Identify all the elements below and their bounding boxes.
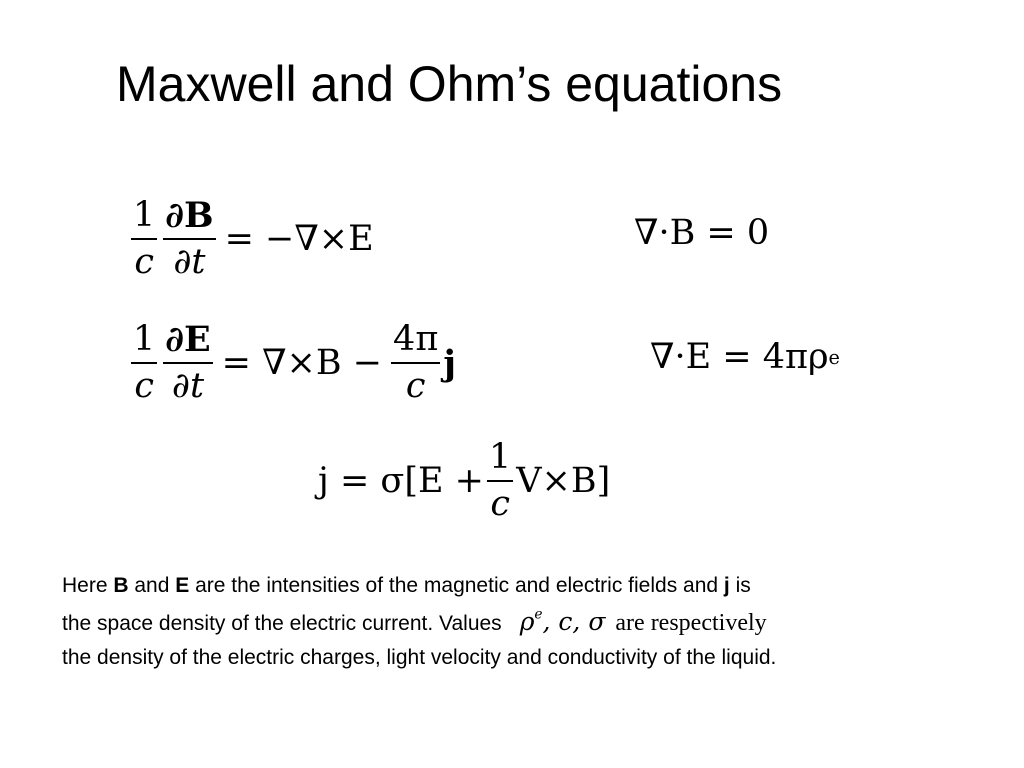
fraction-one-over-c: $\frac{1}{c}$ [488,437,512,524]
paragraph-line-1: Here B and E are the intensities of the magnetic and electric fields and j is [62,574,751,597]
explanation-paragraph [62,568,962,676]
inline-math-symbols: $\rho^e$, c, σ [519,606,606,636]
faraday-rhs: = −∇×E [224,218,374,259]
fraction-dE-dt: $\frac{\partial E}{\partial t}$ [165,319,211,406]
gauss-b-text: ∇·B = 0 [634,213,770,253]
faraday-equation [128,195,380,282]
paragraph-line-3: the density of the electric charges, light velocity and conductivity of the liquid. [62,646,777,669]
ohm-rhs: V×B] [516,460,611,501]
ampere-mid: = ∇×B − [221,342,383,383]
ampere-equation [128,319,456,406]
fraction-one-over-c: $\frac{1}{c}$ [133,195,156,282]
ohm-lhs: j = σ[E + [318,460,484,501]
gauss-e-equation: ∇·E = 4πρ e [650,337,840,377]
paragraph-line-2: the space density of the electric current. Values $\rho^e$, c, σ are respectively [62,606,767,636]
slide-title: Maxwell and Ohm’s equations [116,56,783,112]
fraction-one-over-c: $\frac{1}{c}$ [133,319,156,406]
fraction-4pi-over-c: $\frac{4\pi}{c}$ [393,319,439,406]
gauss-e-lhs: ∇·E = 4πρ [650,337,829,377]
gauss-b-equation [634,213,770,253]
fraction-dB-dt: $\frac{\partial B}{\partial t}$ [165,195,214,282]
current-density-symbol: j [443,342,456,384]
ohm-equation [318,437,611,524]
